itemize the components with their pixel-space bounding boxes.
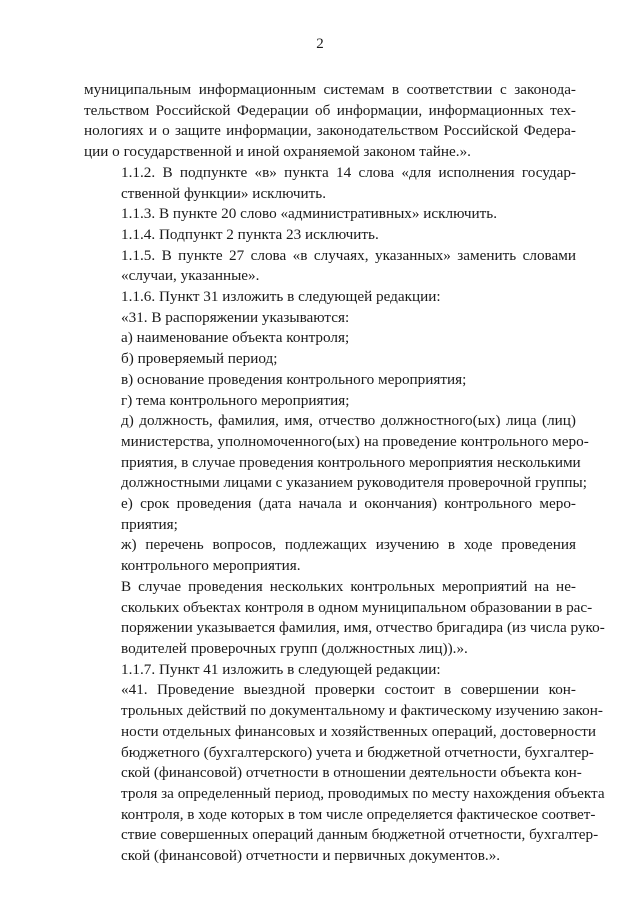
- paragraph: [84, 328, 576, 349]
- text-line: поряжении указывается фамилия, имя, отчество бригадира (из числа руко-: [121, 619, 605, 637]
- text-line: 1.1.5. В пункте 27 слова «в случаях, указанных» заменить словами: [121, 246, 576, 264]
- text-line: ности отдельных финансовых и хозяйственных операций, достоверности: [121, 722, 596, 740]
- text-line: троля за определенный период, проводимых по месту нахождения объекта: [121, 784, 605, 802]
- text-line: В случае проведения нескольких контрольных мероприятий на не-: [121, 577, 576, 595]
- paragraph: [84, 349, 576, 370]
- paragraph: [84, 660, 576, 681]
- text-line: приятия, в случае проведения контрольного мероприятия несколькими: [121, 453, 581, 471]
- paragraph: [84, 204, 576, 225]
- text-line: тельством Российской Федерации об информации, информационных тех-: [84, 101, 576, 119]
- text-line: водителей проверочных групп (должностных лиц)).».: [121, 639, 468, 657]
- text-line: ции о государственной и иной охраняемой законом тайне.».: [84, 143, 471, 161]
- paragraph: [84, 225, 576, 246]
- text-line: 1.1.4. Подпункт 2 пункта 23 исключить.: [121, 225, 379, 243]
- paragraph: [84, 577, 605, 660]
- text-line: должностными лицами с указанием руководителя проверочной группы;: [121, 474, 587, 492]
- paragraph: [84, 246, 576, 287]
- text-line: бюджетного (бухгалтерского) учета и бюджетной отчетности, бухгалтер-: [121, 743, 594, 761]
- paragraph: [84, 680, 605, 866]
- text-line: ствие совершенных операций данным бюджетной отчетности, бухгалтер-: [121, 826, 599, 844]
- text-line: ж) перечень вопросов, подлежащих изучению в ходе проведения: [121, 536, 576, 554]
- text-line: в) основание проведения контрольного мероприятия;: [121, 370, 467, 388]
- text-line: ской (финансовой) отчетности в отношении деятельности объекта кон-: [121, 764, 582, 782]
- text-line: министерства, уполномоченного(ых) на проведение контрольного меро-: [121, 432, 589, 450]
- paragraph: [84, 391, 576, 412]
- text-line: 1.1.2. В подпункте «в» пункта 14 слова «для исполнения государ-: [121, 163, 576, 181]
- paragraph: [84, 163, 576, 204]
- text-line: 1.1.3. В пункте 20 слово «административных» исключить.: [121, 205, 497, 223]
- text-line: е) срок проведения (дата начала и окончания) контрольного меро-: [121, 495, 576, 513]
- paragraph: [84, 535, 576, 576]
- page-number: 2: [316, 36, 324, 52]
- text-line: 1.1.6. Пункт 31 изложить в следующей редакции:: [121, 288, 441, 306]
- text-line: скольких объектах контроля в одном муниципальном образовании в рас-: [121, 598, 593, 616]
- text-line: г) тема контрольного мероприятия;: [121, 391, 350, 409]
- text-line: а) наименование объекта контроля;: [121, 329, 350, 347]
- text-line: «41. Проведение выездной проверки состоит в совершении кон-: [121, 681, 576, 699]
- paragraph: [84, 494, 576, 535]
- paragraph: [84, 308, 576, 329]
- text-line: ственной функции» исключить.: [121, 184, 327, 202]
- text-line: контроля, в ходе которых в том числе определяется фактическое соответ-: [121, 805, 596, 823]
- document-body: [84, 80, 605, 867]
- text-line: «31. В распоряжении указываются:: [121, 308, 350, 326]
- text-line: нологиях и о защите информации, законодательством Российской Федера-: [84, 122, 576, 140]
- text-line: ской (финансовой) отчетности и первичных документов.».: [121, 847, 501, 865]
- text-line: «случаи, указанные».: [121, 267, 260, 285]
- text-line: б) проверяемый период;: [121, 350, 278, 368]
- text-line: контрольного мероприятия.: [121, 557, 301, 575]
- paragraph: [84, 370, 576, 391]
- text-line: трольных действий по документальному и фактическому изучению закон-: [121, 702, 603, 720]
- text-line: муниципальным информационным системам в соответствии с законода-: [84, 81, 576, 98]
- text-line: приятия;: [121, 515, 178, 533]
- paragraph: [84, 287, 576, 308]
- paragraph: [84, 80, 576, 163]
- paragraph: [84, 411, 589, 494]
- text-line: д) должность, фамилия, имя, отчество должностного(ых) лица (лиц): [121, 412, 576, 430]
- text-line: 1.1.7. Пункт 41 изложить в следующей редакции:: [121, 660, 441, 678]
